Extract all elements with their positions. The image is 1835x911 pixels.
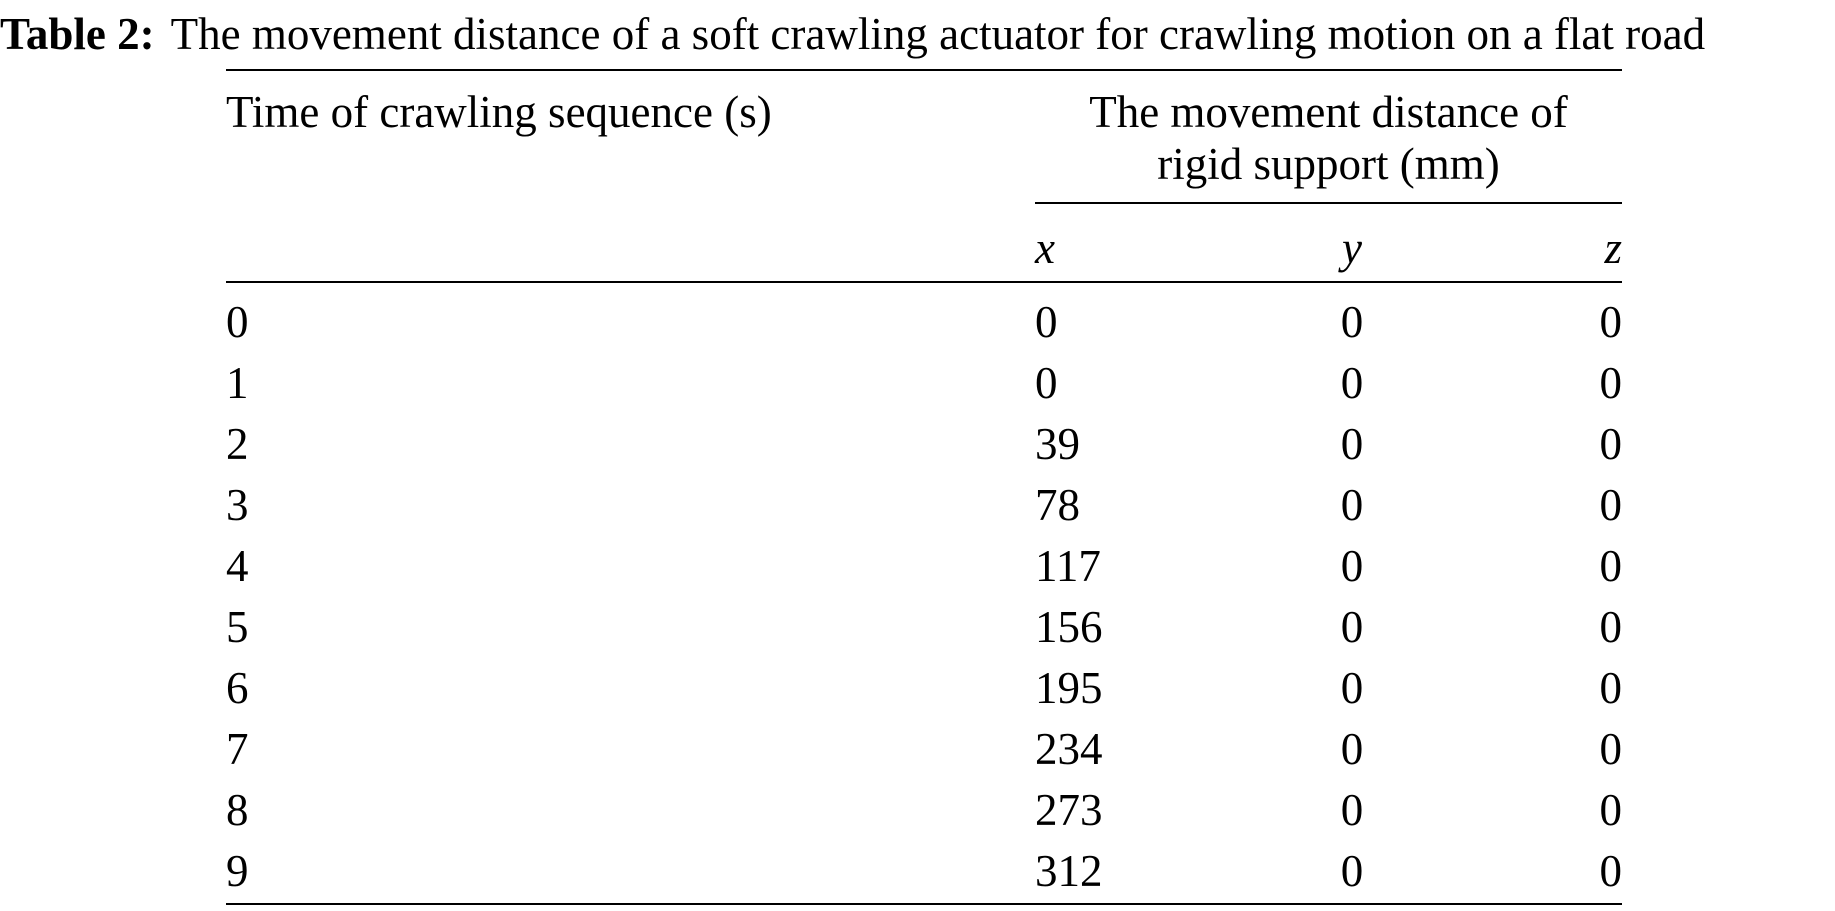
cell-z: 0 [1599, 480, 1622, 530]
cell-time: 7 [226, 724, 249, 774]
cell-x: 234 [1035, 724, 1103, 774]
cell-time: 9 [226, 846, 249, 896]
cell-time: 4 [226, 541, 249, 591]
header-group-line-2: rigid support (mm) [1157, 139, 1500, 189]
subheader-z: z [1604, 223, 1622, 273]
cell-y: 0 [1340, 358, 1364, 408]
header-group-line-1: The movement distance of [1089, 87, 1568, 137]
cell-z: 0 [1599, 602, 1622, 652]
cell-x: 156 [1035, 602, 1103, 652]
cell-y: 0 [1340, 846, 1364, 896]
cell-z: 0 [1599, 358, 1622, 408]
cell-z: 0 [1599, 846, 1622, 896]
cell-y: 0 [1340, 297, 1364, 347]
table-caption-text: The movement distance of a soft crawling actuator for crawling motion on a flat road [170, 9, 1706, 59]
cell-y: 0 [1340, 480, 1364, 530]
cell-z: 0 [1599, 663, 1622, 713]
cell-time: 1 [226, 358, 249, 408]
cell-time: 8 [226, 785, 249, 835]
cell-y: 0 [1340, 724, 1364, 774]
cell-x: 0 [1035, 297, 1058, 347]
cell-time: 0 [226, 297, 249, 347]
table-caption-label: Table 2: [0, 9, 155, 59]
cell-z: 0 [1599, 541, 1622, 591]
subheader-x: x [1035, 223, 1055, 273]
cell-x: 0 [1035, 358, 1058, 408]
cell-y: 0 [1340, 541, 1364, 591]
cell-z: 0 [1599, 297, 1622, 347]
cell-z: 0 [1599, 419, 1622, 469]
cell-x: 78 [1035, 480, 1080, 530]
cell-x: 195 [1035, 663, 1103, 713]
header-group-rule [1035, 202, 1622, 204]
cell-x: 273 [1035, 785, 1103, 835]
cell-y: 0 [1340, 419, 1364, 469]
subheader-y: y [1342, 223, 1362, 273]
header-bottom-rule [226, 281, 1622, 283]
cell-y: 0 [1340, 785, 1364, 835]
table-bottom-rule [226, 903, 1622, 905]
cell-x: 39 [1035, 419, 1080, 469]
table-caption [0, 8, 1835, 60]
cell-x: 117 [1035, 541, 1101, 591]
cell-time: 3 [226, 480, 249, 530]
header-time-column: Time of crawling sequence (s) [226, 87, 772, 137]
cell-time: 2 [226, 419, 249, 469]
table-top-rule [226, 69, 1622, 71]
cell-y: 0 [1340, 602, 1364, 652]
cell-z: 0 [1599, 724, 1622, 774]
cell-z: 0 [1599, 785, 1622, 835]
cell-x: 312 [1035, 846, 1103, 896]
cell-y: 0 [1340, 663, 1364, 713]
cell-time: 6 [226, 663, 249, 713]
cell-time: 5 [226, 602, 249, 652]
